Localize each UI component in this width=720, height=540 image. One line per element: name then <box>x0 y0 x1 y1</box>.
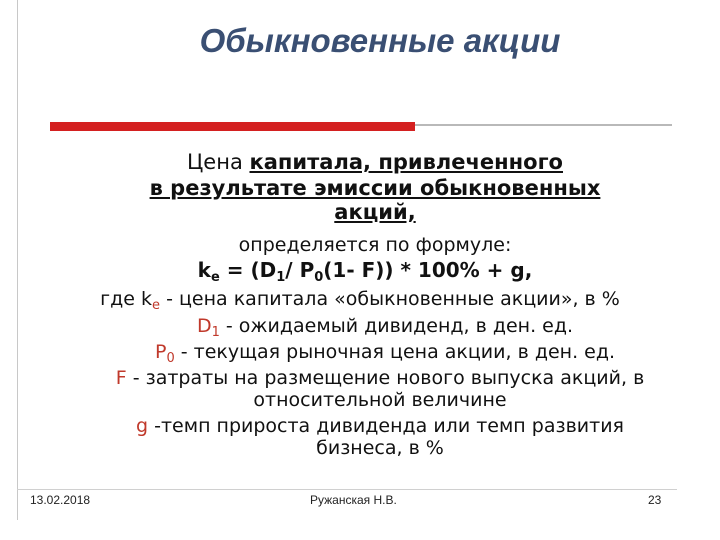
heading-line-1 <box>0 150 720 174</box>
heading-bold-1: капитала, привлеченного <box>249 150 563 174</box>
definition-f-cont: относительной величине <box>253 389 507 411</box>
definition-p0: $P_0$ - текущая рыночная цена акции, в ден. ед. <box>154 341 616 366</box>
footer-rule <box>17 489 677 490</box>
definition-ke: где $k_e$ - цена капитала «обыкновенные акции», в % <box>100 288 620 313</box>
title-rule-red <box>50 122 415 131</box>
definition-d1: $D_1$ - ожидаемый дивиденд, в ден. ед. <box>196 315 574 340</box>
definition-g-cont: бизнеса, в % <box>316 437 444 459</box>
slide-title: Обыкновенные акции <box>199 22 561 59</box>
definition-f: F - затраты на размещение нового выпуска акций, в <box>115 367 645 389</box>
formula-intro: определяется по формуле: <box>238 234 512 256</box>
formula: $k_e = (D_1/$ $P_0(1-$ F)) * 100% + g, <box>197 258 533 285</box>
definition-g: g -темп прироста дивиденда или темп развития <box>136 415 624 437</box>
heading-line-2: в результате эмиссии обыкновенных <box>149 176 601 200</box>
heading-prefix: Цена <box>186 150 250 174</box>
footer-page-number: 23 <box>648 493 662 507</box>
heading-line-3: акций, <box>334 200 416 224</box>
footer-author: Ружанская Н.В. <box>310 493 397 507</box>
footer-date: 13.02.2018 <box>30 493 91 507</box>
